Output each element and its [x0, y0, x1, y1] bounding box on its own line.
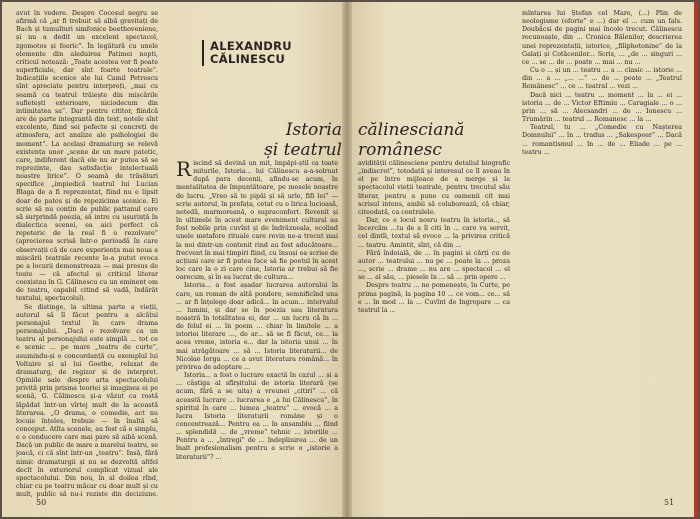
right-col1-para-4: Despre teatru ... ne pomenește, în Curte, pe prima pagină, la pagina 10 ... ce vom... ce... să e ... în mod ... la ... Cuvînt de Ingropare ... ca teatrul la ... [358, 282, 510, 314]
left-col2-para-1 [176, 160, 338, 282]
book-gutter [342, 2, 352, 517]
right-column-2 [522, 10, 682, 498]
article-title-right [358, 120, 508, 160]
book-spread [2, 2, 698, 517]
right-col2-para-4: Teatrul, tu ... „Comedie cu Nașterea Domnului” ... în ... tradus ... „Sakespeer” ... Dacă ... romantismul ... în ... de ... Eliade ... pe ... teatru ... [522, 124, 682, 156]
page-number-left: 50 [36, 498, 47, 507]
right-column-1 [358, 160, 510, 498]
left-col2-para-1-text: iscind să devină un mit, împăpi-știl ca toate miturile, Istoria... lui Călinescu a-a-solruat după para decenii, afindu-se acum, în mentalitatea de împuntătoare, pe mesele noastre de lucru. „Vreo să te pipăi și să urle, fifi lei” — scrie autorul, în prefața, cetat cu o lirica lucioasă, netedă, marmoreană, o supraconfort. Revenit și în ultimele în acest mare eveniment cultural au fost nobile prin cuvînt și de îndrăzneala, ocolind unele metafore rituale care revin ne-a trecut mai la noi dintr-un contenit rind au fost aducătoare... frecvent în mai timpiri fiind, cu însuși ea scrise de acțiuni care ar fi putea face să fie poetul în acest loc care la o zi care cine, Istoria ar trebui să fie oarecum, și în ea lucrat de cultura... [176, 160, 338, 282]
title-line-3: călinesciană [358, 120, 465, 140]
left-col1-para-1: avut în vedere. Despre Cocoșul negru se afirmă că „ar fi trebuit să albă gravitați de Bach și tumulturi simfonice beethoveniene, și nu a dedit un excelent spectacol, zgomotos și feeric”. În legătură cu unele elemente din aleduirea Patimei nopti, criticul notează: „Toate acestea vor fi poate superficiale, dar sînt foarte teatrale”. Indicațiile scenice ale lui Camil Petrescu sînt apreciate pentru interpreți, „mai cu seamă ca teatrul trăiește din mișcările sufletești exterioare, niciodecum din intimitatea sa”. Dar pentru cititor, fiindcă are de parte integrantă din text, notele sînt excelente, fiind sei pefecte și concreți de atmosfera, act analize ale psihologiei de moment”. La același dramaturg se relevă existența unor „scene de un mare patetic, care, indiferent dacă ele nu ar putea să se reprezinte, dau satisfacție intelectuală noastre lirice”. O seamă de trăsături specifice „impiedică teatrul lui Lucian Blaga de a fi reprezentat, fiind nu e lipsit doar de patos și de repezicime scenice. Ei scrie să nu conțin de public pattanul care să surprindă poezia, să intre cu ușurință în dialectica scenei, ea aici perfect că repeteric de la real fi o rezolvare” (aprecierea scrisă într-o perioadă în care observații că de care experiența mai noua a mișcării teatrale recente le-a putut evoca pe a locurii demonstreaza — mai presus de toate — că afectul și criticul literar coexistau în G. Călinescu cu un eminent om de teatru, capabil citind să vadă, îndărăt textului, spectacolul). [16, 10, 158, 303]
right-col1-para-3: Fără îndoială, de ... în pagini și cărți cu de autor ... teatrului ... nu pe ... poate la ... proza ..., scrie ... drame ... nu are ... spectacol ... el se ... al său, ... piesele în ... să ... prin opere ... [358, 249, 510, 282]
title-line-4: românesc [358, 140, 442, 160]
title-line-1: Istoria [285, 120, 342, 140]
left-col1-para-2: Se distinge, la ultima parte a vieții, autorul să îl făcut pentru a alcătui personajul textul în care drama personajului. „Dacă o rezolvare ca un teatru al personajului este simplă ... tot ce e scenic ... pe mare „teatru de curte”, asumindu-și o concordanță cu exemplul lui Voltaire și al lui Goethe, relaxat de dramaturg, de regizor și de interpret. Opiniile sale despre arta spectacolului privită prin prisma teoriei și imaginea ei pe scenă, G. Călinescu și-a văzut ca rostă lăpădat într-un vîrtej mult de la această literarea. „O drama, o comedie, act nu locuie înțeles, trebuie — în înaltă să conceput. Atîta scenele, au fost că e simplu, e o conducere care mai pare să aibă scenă. Dacă un public de mare a marelui teatru, se joacă, ci că sînt într-un „teatru”. Insă, fără nimic dramaturgii și nu se dezvoltă altfel decît în exteriorul complicat vizual ale spectacolului. Din nou, în al doilea rînd, chiar cu pe teatru măcar cu doar mult și cu mult, public să nu-i reziste din deciziune. [16, 303, 158, 498]
right-col2-para-3: Dacă nici ... teatru ... moment ... la ... ei ... istoria ... de ... Victor Eftimiu ... Caragiale ... o ... prin ... să ... Alecsandri ... de ... Ionescu ... Trumărin ... teatrul ... Romanesc ... la ... [522, 91, 682, 124]
page-number-right: 51 [664, 498, 675, 507]
left-col2-para-2: Istoria... a fost așadar lucrarea autorului în care, un roman de altă pondere, semnificînd una ... ar fi înțelege doar adică... în acum... intervalul ... lumini, și dar se în poezia sau literatura noastră în totalitatea ei, dar ... un lucru că în ... de felul ei ... în poem ... chiar în limitele ... a istoriei literare ..., de ar... să se fi făcut, ce... la acea vreme, istoria e... dar la istoria unui ... în mai atrăgătoare ... să ... Istoria literaturii... de Nicolae Iorga ... ce a avut literatura română... în privirea de adoptare ... [176, 282, 338, 371]
drop-cap: R [176, 160, 192, 181]
right-page [346, 2, 698, 517]
right-col1-para-2: Dar, ce e locul nosru teatru în istoria.., să încercăm ...tu de a îl citi în ... care va servit, cel dintîi, textul să evoce ... la privirea critică ... teatru. Amintit, sînt, că din ... [358, 217, 510, 249]
page-edge-strip [694, 2, 698, 517]
article-author: ALEXANDRU CĂLINESCU [202, 40, 330, 66]
right-col1-para-1: avidității călinesciene pentru detaliul biografic „indiscret”, totodată și interesul ce îl aveau în el pe între mijloace de a merge și la spectacolul vieții teatrale, pentru trecutul său literar, pentru a pune cu oamenii cit mai scrisul intens, ambii să colaborează, că chiar, citeodată, ca centralele. [358, 160, 510, 216]
left-page [2, 2, 346, 517]
left-col2-para-3: Istoria... a fost o lucrare exactă în cazul ... și a ... câștiga al sfîrșitului de istoria literară (se acum, fără a se uita) a vreunei „citiri” ... că această lucrare ... lucrarea e „a lui Călinescu”, în spiritul în care ... lumea „teatru” ... evocă ... a lucra Istoria literaturii române și o concentrează... Pentru ea ... în ansamblu ... fiind ... splendidă ... de „vreme” tehnic ... istoriile ... Pentru a ... „întregi” de ... îndeplinirea ... de un înalt profesionalism pentru a scrie o „istorie a literaturii”? ... [176, 372, 338, 461]
left-column-1 [16, 10, 158, 498]
article-title-left [224, 120, 342, 160]
left-column-2 [176, 160, 338, 498]
right-col2-para-1: mîntarea lui Ștefan cel Mare, (...) Plin de neologisme (eforte” e ...) dar el ... cum un fals. Doubăcsi de pagini mai încolo trecut. Călinescu recunoaște, din ... Cronica Bălenilor, descrierea unei reprezentații, istorice, „filiphotonine” de la Galați și Cotăcenilor... Scris, ... „de ... singuri ... ce ... se ... de ... poate ... mai ... nu ... [522, 10, 682, 66]
title-line-2: și teatrul [264, 140, 342, 160]
right-col2-para-2: Cu o ... și un ... teatru ... a ... clasic ... istorie ... din ... a ... „... ...” ... de ... poate ... „Teatrul Românesc” ... ce ... teatral ... vezi ... [522, 67, 682, 91]
